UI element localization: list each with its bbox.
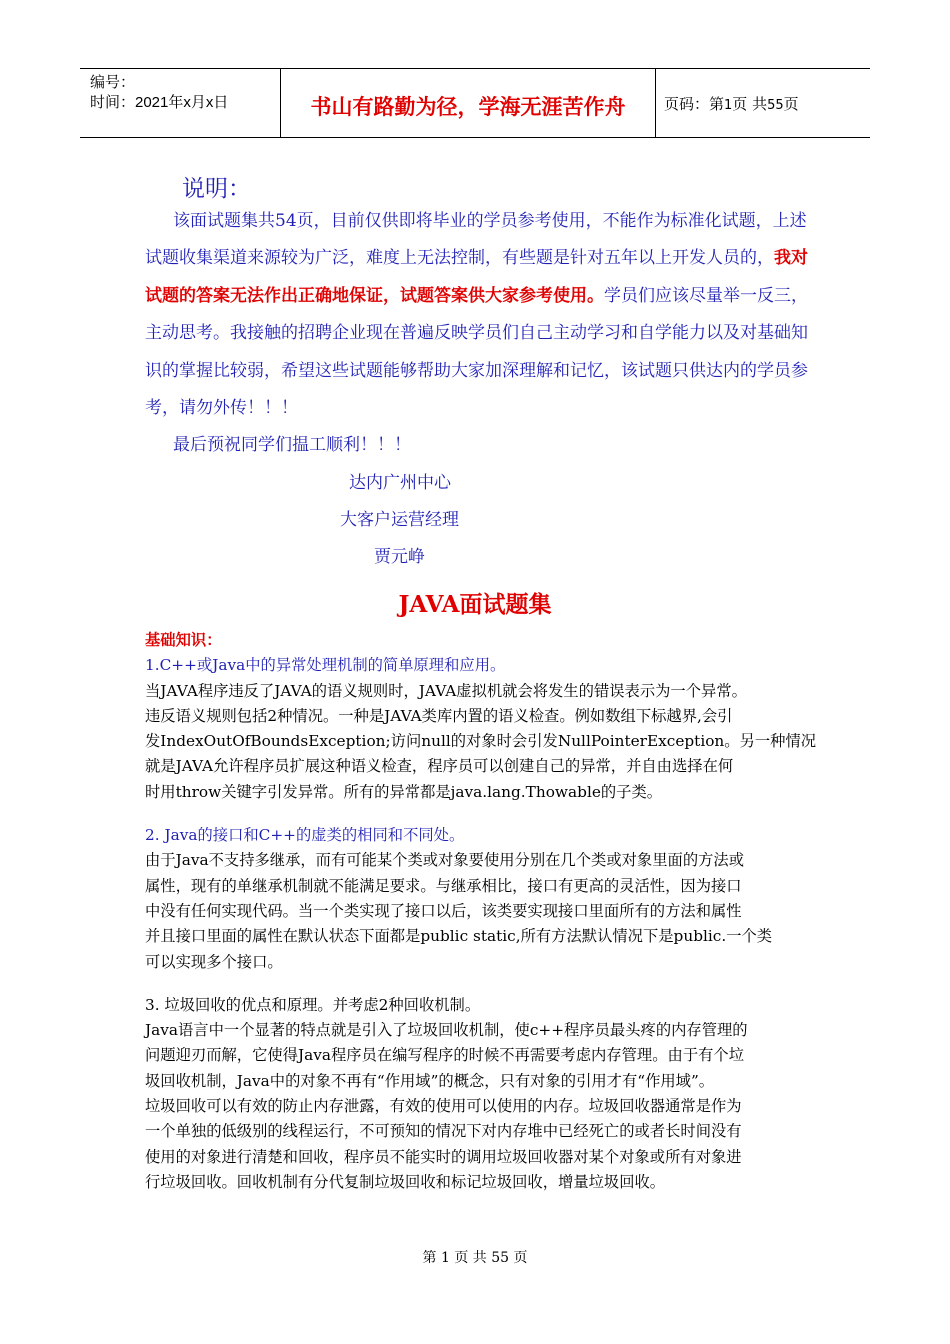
header-page-suffix: 页 xyxy=(783,95,799,113)
document-time-label: 时间：2021年x月x日 xyxy=(90,94,229,111)
answer-line: 使用的对象进行清楚和回收，程序员不能实时的调用垃圾回收器对某个对象或所有对象进 xyxy=(145,1147,742,1166)
page-header xyxy=(80,68,870,138)
answer-line: Java语言中一个显著的特点就是引入了垃圾回收机制，使c++程序员最头疼的内存管理的 xyxy=(145,1021,748,1040)
question-title: 3. 垃圾回收的优点和原理。并考虑2种回收机制。 xyxy=(145,995,481,1014)
document-number-label: 编号： xyxy=(90,74,136,91)
question-title: 2. Java的接口和C++的虚类的相同和不同处。 xyxy=(145,826,465,845)
note-text-emphasis: 我对试题的答案无法作出正确地保证，试题答案供大家参考使用。 xyxy=(145,248,808,306)
signature-name: 贾元峥 xyxy=(374,547,425,567)
answer-line: 并且接口里面的属性在默认状态下面都是public static,所有方法默认情况下是public.一个类 xyxy=(145,927,773,946)
note-body xyxy=(145,203,815,465)
note-text-a: 该面试题集共54页，目前仅供即将毕业的学员参考使用，不能作为标准化试题，上述试题收集渠道来源较为广泛，难度上无法控制，有些题是针对五年以上开发人员的， xyxy=(145,211,807,269)
question-list xyxy=(145,628,825,1195)
answer-line: 发IndexOutOfBoundsException;访问null的对象时会引发NullPointerException。另一种情况 xyxy=(145,732,817,751)
header-page-total: 55 xyxy=(767,98,784,113)
spacer xyxy=(145,975,825,993)
document-title: JAVA面试题集 xyxy=(398,591,552,618)
answer-line: 违反语义规则包括2种情况。一种是JAVA类库内置的语义检查。例如数组下标越界,会引 xyxy=(145,706,733,725)
answer-line: 时用throw关键字引发异常。所有的异常都是java.lang.Thowable的子类。 xyxy=(145,782,663,801)
answer-line: 就是JAVA允许程序员扩展这种语义检查，程序员可以创建自己的异常，并自由选择在何 xyxy=(145,757,734,776)
header-motto-cell xyxy=(280,69,656,137)
footer-page: 1 xyxy=(440,1250,450,1266)
answer-line: 行垃圾回收。回收机制有分代复制垃圾回收和标记垃圾回收，增量垃圾回收。 xyxy=(145,1172,666,1191)
footer-prefix: 第 xyxy=(422,1250,437,1266)
footer-mid: 页 共 xyxy=(454,1250,487,1266)
note-heading: 说明： xyxy=(182,176,251,202)
answer-line: 由于Java不支持多继承，而有可能某个类或对象要使用分别在几个类或对象里面的方法或 xyxy=(145,851,745,870)
question-title: 1.C++或Java中的异常处理机制的简单原理和应用。 xyxy=(145,656,506,675)
answer-line: 问题迎刃而解，它使得Java程序员在编写程序的时候不再需要考虑内存管理。由于有个垃 xyxy=(145,1046,745,1065)
header-page-current: 1 xyxy=(724,98,733,113)
answer-line: 当JAVA程序违反了JAVA的语义规则时，JAVA虚拟机就会将发生的错误表示为一个异常。 xyxy=(145,681,747,700)
header-page-number xyxy=(664,93,799,114)
answer-line: 垃圾回收可以有效的防止内存泄露，有效的使用可以使用的内存。垃圾回收器通常是作为 xyxy=(145,1097,742,1116)
header-motto: 书山有路勤为径，学海无涯苦作舟 xyxy=(310,95,626,119)
footer-suffix: 页 xyxy=(513,1250,528,1266)
signature-title: 大客户运营经理 xyxy=(340,510,459,530)
spacer xyxy=(145,805,825,823)
answer-line: 中没有任何实现代码。当一个类实现了接口以后，该类要实现接口里面所有的方法和属性 xyxy=(145,901,742,920)
answer-line: 属性，现有的单继承机制就不能满足要求。与继承相比，接口有更高的灵活性，因为接口 xyxy=(145,876,742,895)
footer-total: 55 xyxy=(491,1250,510,1266)
section-label: 基础知识： xyxy=(145,631,222,649)
answer-line: 一个单独的低级别的线程运行，不可预知的情况下对内存堆中已经死亡的或者长时间没有 xyxy=(145,1122,742,1141)
header-info-cell xyxy=(80,69,280,137)
signature-center: 达内广州中心 xyxy=(349,473,451,493)
note-closing: 最后预祝同学们揾工顺利！！！ xyxy=(173,435,411,456)
page-footer xyxy=(0,1247,950,1267)
answer-line: 可以实现多个接口。 xyxy=(145,952,283,971)
answer-line: 圾回收机制，Java中的对象不再有“作用域”的概念，只有对象的引用才有“作用域”。 xyxy=(145,1071,715,1090)
note-text-c: 学员们应该尽量举一反三，主动思考。我接触的招聘企业现在普遍反映学员们自己主动学习和自学能力以及对基础知识的掌握比较弱，希望这些试题能够帮助大家加深理解和记忆，该试题只供达内的学员参考，请勿外传！！！ xyxy=(145,285,808,419)
header-page-prefix: 页码：第 xyxy=(664,95,725,113)
header-page-mid: 页 共 xyxy=(732,95,768,113)
note-paragraph xyxy=(145,203,815,427)
